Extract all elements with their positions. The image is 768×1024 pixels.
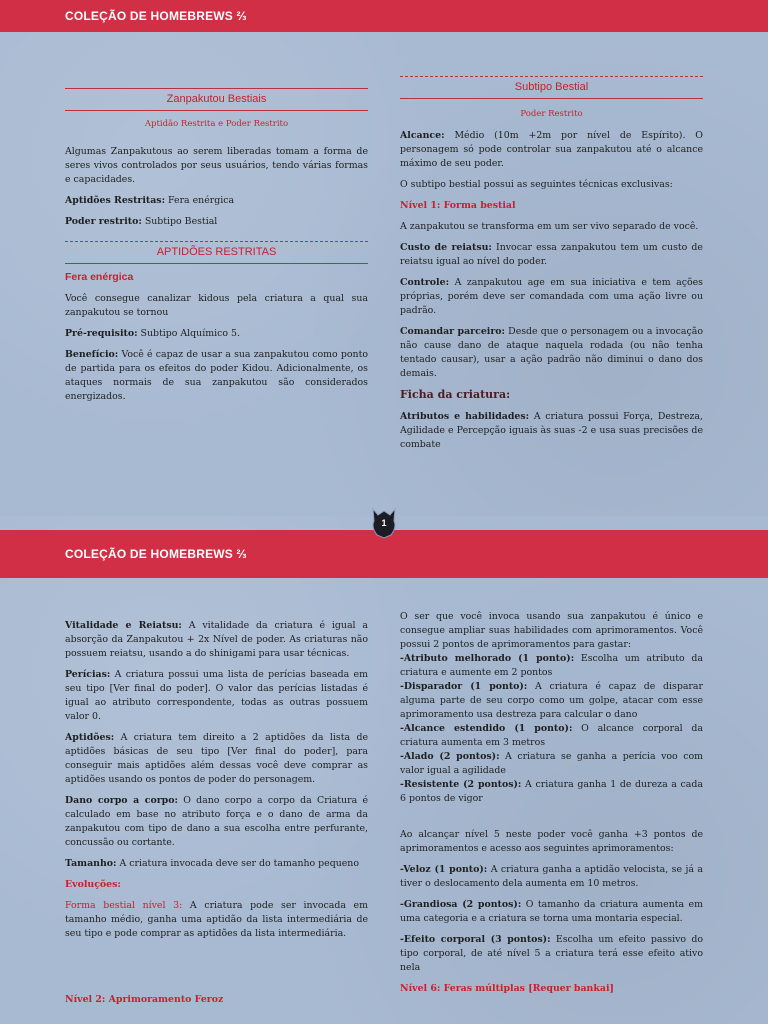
aptidoes-restritas-line: Aptidões Restritas: Fera enérgica: [65, 195, 235, 206]
page-2: [0, 516, 768, 1024]
intro-paragraph: Algumas Zanpakutous ao serem liberadas tomam a forma de seres vivos controlados por seus usuários, tendo várias formas e capacidades.: [65, 146, 368, 185]
section-subtitle: Aptidão Restrita e Poder Restrito: [144, 119, 289, 129]
atributos-line: Atributos e habilidades: A criatura possui Força, Destreza, Agilidade e Percepção iguais às suas -2 e usa suas precisões de combate: [400, 411, 703, 450]
grandiosa-line: -Grandiosa (2 pontos): O tamanho da criatura aumenta em uma categoria e a criatura se torna uma montaria especial.: [400, 899, 703, 924]
aprimoramento-item: -Alado (2 pontos): A criatura se ganha a perícia voo com valor igual a agilidade: [400, 751, 703, 776]
tecnicas-line: O subtipo bestial possui as seguintes técnicas exclusivas:: [400, 179, 673, 190]
controle-line: Controle: A zanpakutou age em sua iniciativa e tem ações próprias, porém deve ser comandada com uma ação livre ou padrão.: [400, 277, 703, 316]
subtipo-rule-bottom: [400, 98, 703, 99]
title-rule-bottom: [65, 110, 368, 111]
aprimoramentos-intro: O ser que você invoca usando sua zanpakutou é único e consegue ampliar suas habilidades com aprimoramentos. Você possui 2 pontos de aprimoramentos para gastar:: [400, 611, 703, 650]
header-title-2: COLEÇÃO DE HOMEBREWS ⅔: [65, 547, 247, 561]
evolucoes-heading: Evoluções:: [65, 879, 121, 890]
nivel1-text: A zanpakutou se transforma em um ser vivo separado de você.: [400, 221, 699, 232]
aprimoramento-item: -Disparador (1 ponto): A criatura é capaz de disparar alguma parte de seu corpo como um golpe, atacar com esse aprimoramento usa destreza para calcular o dano: [400, 681, 703, 720]
comandar-parceiro-line: Comandar parceiro: Desde que o personagem ou a invocação não cause dano de ataque naquela rodada (ou não tenha tentado causar), usar a ação padrão não diminui o dano dos demais.: [400, 326, 703, 379]
section2-rule-bottom: [65, 263, 368, 264]
nivel2-heading: Nível 2: Aprimoramento Feroz: [65, 994, 224, 1005]
poder-restrito-line: Poder restrito: Subtipo Bestial: [65, 216, 218, 227]
page2-left-column: [65, 619, 368, 1014]
aptidoes-line: Aptidões: A criatura tem direito a 2 aptidões da lista de aptidões básicas de seu tipo [Ver final do poder], para conseguir mais aptidões além dessas você deve comprar as aptidões usando os pontos de poder do personagem.: [65, 732, 368, 785]
beneficio-line: Benefício: Você é capaz de usar a sua zanpakutou como ponto de partida para os efeitos do poder Kidou. Adicionalmente, os ataques normais de sua zanpakutou são considerados energizados.: [65, 349, 368, 402]
page-header-banner: [0, 0, 768, 32]
section-title-zanpakutou-bestiais: Zanpakutou Bestiais: [166, 93, 267, 105]
vitalidade-line: Vitalidade e Reiatsu: A vitalidade da criatura é igual a absorção da Zanpakutou + 2x Nível de poder. As criaturas não possuem reiatsu, usando a do shinigami para usar técnicas.: [65, 620, 368, 659]
heading-fera-energica: Fera enérgica: [65, 271, 134, 283]
alcance-line: Alcance: Médio (10m +2m por nível de Espírito). O personagem só pode controlar sua zanpakutou até o alcance máximo de seu poder.: [400, 130, 703, 169]
forma-bestial-line: Forma bestial nível 3: A criatura pode ser invocada em tamanho médio, ganha uma aptidão da lista intermediária de seu tipo e pode comprar as aptidões da lista intermediária.: [65, 900, 368, 939]
custo-reiatsu-line: Custo de reiatsu: Invocar essa zanpakutou tem um custo de reiatsu igual ao nível do poder.: [400, 242, 703, 267]
ficha-criatura-heading: Ficha da criatura:: [400, 388, 511, 401]
page2-right-column: [400, 610, 703, 1003]
aprimoramento-item: -Alcance estendido (1 ponto): O alcance corporal da criatura aumenta em 3 metros: [400, 723, 703, 748]
section-title-aptidoes-restritas: APTIDÕES RESTRITAS: [156, 246, 277, 258]
fera-text: Você consegue canalizar kidous pela criatura a qual sua zanpakutou se tornou: [65, 293, 368, 318]
nivel5-paragraph: Ao alcançar nível 5 neste poder você ganha +3 pontos de aprimoramentos e acesso aos seguintes aprimoramentos:: [400, 829, 703, 854]
page1-right-column: [400, 76, 703, 459]
efeito-corporal-line: -Efeito corporal (3 pontos): Escolha um efeito passivo do tipo corporal, de até nível 5 a criatura terá esse efeito ativo nela: [400, 934, 703, 973]
dano-corpo-line: Dano corpo a corpo: O dano corpo a corpo da Criatura é calculado em base no atributo força e o dano de arma da zanpakutou com tipo de dano a sua escolha entre perfurante, concussão ou cortante.: [65, 795, 368, 848]
aprimoramentos-list: [400, 652, 703, 806]
prerequisito-line: Pré-requisito: Subtipo Alquímico 5.: [65, 328, 240, 339]
page-number-badge: [371, 507, 397, 539]
page-number: 1: [381, 518, 387, 528]
aprimoramento-item: -Resistente (2 pontos): A criatura ganha 1 de dureza a cada 6 pontos de vigor: [400, 779, 703, 804]
subtipo-subtitle: Poder Restrito: [520, 109, 583, 119]
page1-left-column: [65, 88, 368, 411]
aprimoramento-item: -Atributo melhorado (1 ponto): Escolha um atributo da criatura e aumente em 2 pontos: [400, 653, 703, 678]
nivel6-heading: Nível 6: Feras múltiplas [Requer bankai]: [400, 983, 614, 994]
veloz-line: -Veloz (1 ponto): A criatura ganha a aptidão velocista, se já a tiver o deslocamento dela aumenta em 10 metros.: [400, 864, 703, 889]
nivel1-heading: Nível 1: Forma bestial: [400, 200, 516, 211]
tamanho-line: Tamanho: A criatura invocada deve ser do tamanho pequeno: [65, 858, 359, 869]
section-title-subtipo-bestial: Subtipo Bestial: [514, 81, 589, 93]
pericias-line: Perícias: A criatura possui uma lista de perícias baseada em seu tipo [Ver final do poder]. O valor das perícias listadas é igual ao atributo correspondente, todas as outras possuem valor 0.: [65, 669, 368, 722]
header-title: COLEÇÃO DE HOMEBREWS ⅔: [65, 9, 247, 23]
